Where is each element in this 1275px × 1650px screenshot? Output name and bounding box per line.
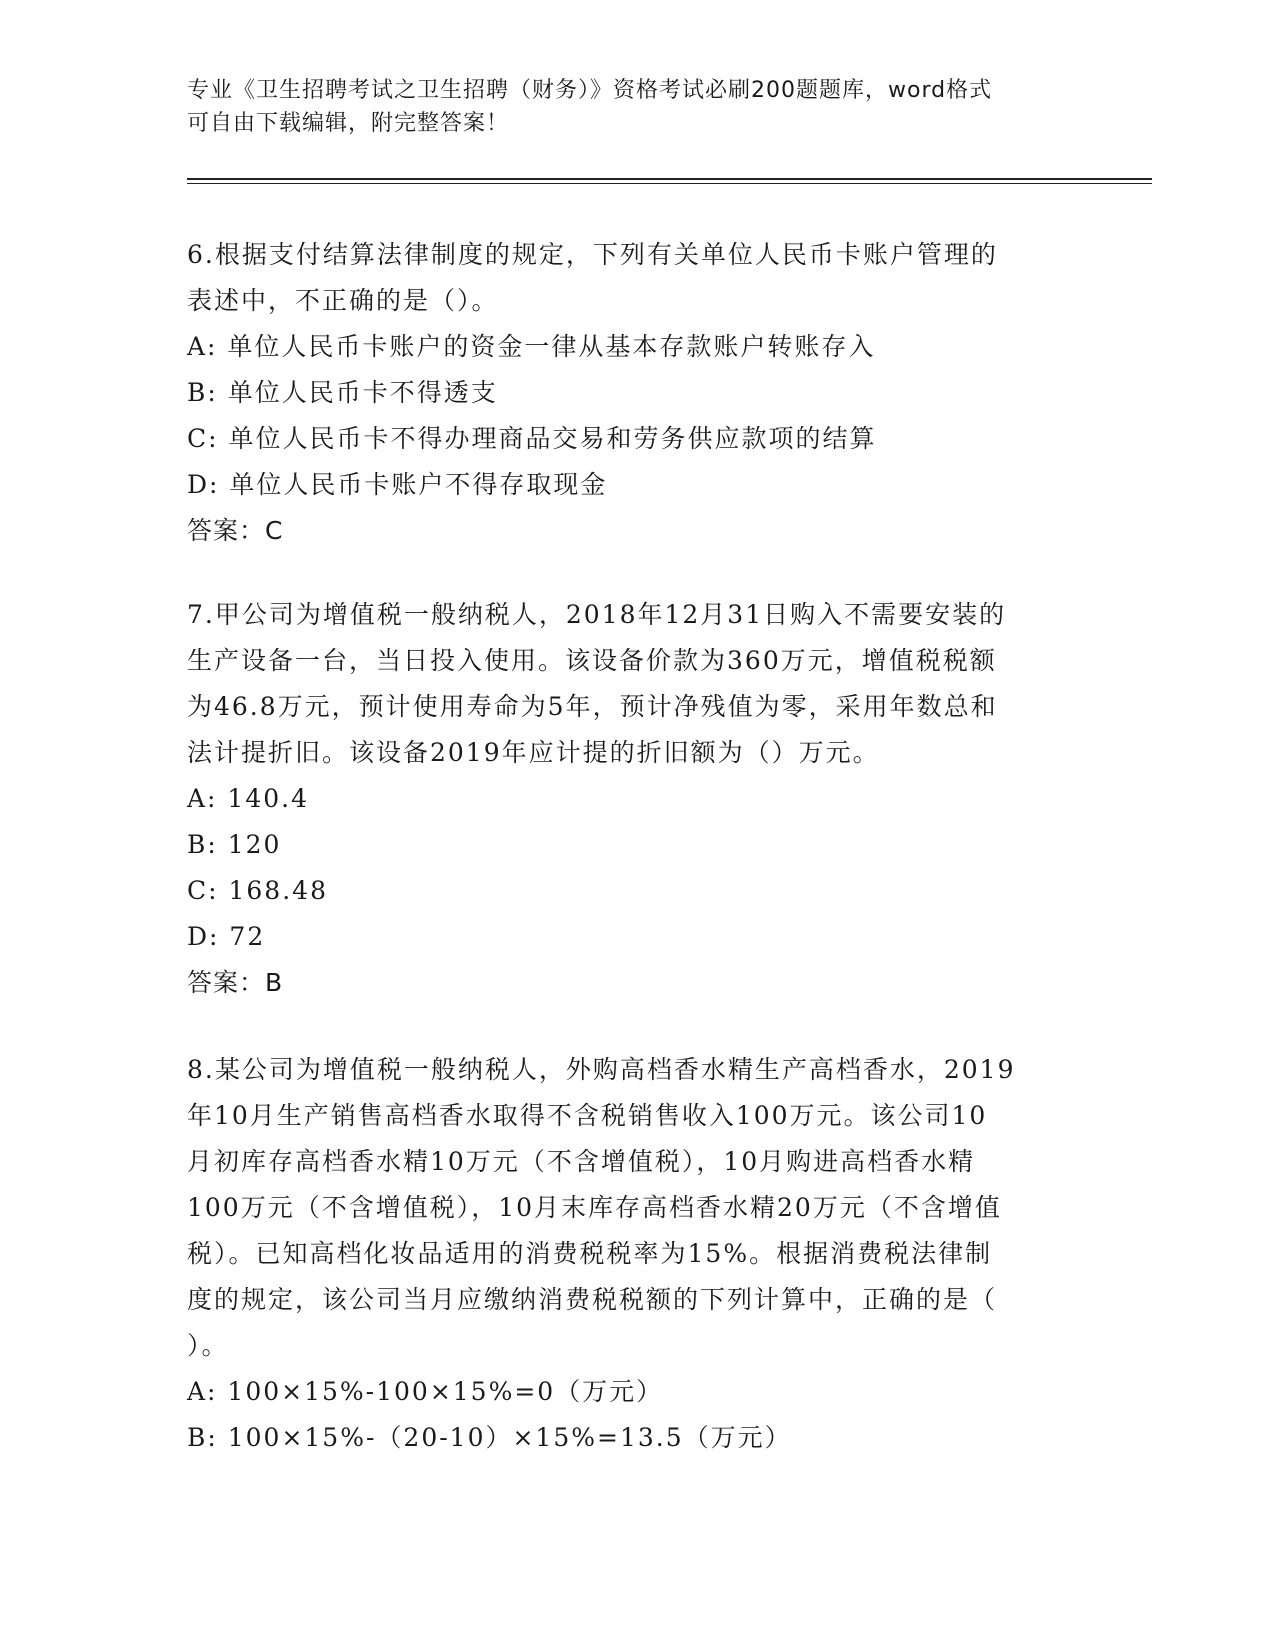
option-c: C: 168.48 bbox=[187, 876, 328, 905]
question-stem-line: 年10月生产销售高档香水取得不含税销售收入100万元。该公司10 bbox=[187, 1101, 988, 1130]
option-a: A: 单位人民币卡账户的资金一律从基本存款账户转账存入 bbox=[187, 332, 876, 361]
question-stem-line: 月初库存高档香水精10万元（不含增值税），10月购进高档香水精 bbox=[187, 1147, 976, 1176]
question-stem-line: 表述中，不正确的是（）。 bbox=[187, 286, 499, 315]
answer-label: 答案：B bbox=[187, 968, 284, 997]
option-b: B: 单位人民币卡不得透支 bbox=[187, 378, 498, 407]
question-stem-line: 法计提折旧。该设备2019年应计提的折旧额为（）万元。 bbox=[187, 738, 880, 767]
option-d: D: 单位人民币卡账户不得存取现金 bbox=[187, 470, 608, 499]
question-stem-line: 7.甲公司为增值税一般纳税人，2018年12月31日购入不需要安装的 bbox=[187, 600, 1007, 629]
header-divider-thin bbox=[187, 183, 1152, 184]
question-stem-line: 生产设备一台，当日投入使用。该设备价款为360万元，增值税税额 bbox=[187, 646, 997, 675]
question-stem-line: ）。 bbox=[187, 1331, 229, 1360]
question-7 bbox=[187, 592, 1072, 1006]
question-stem-line: 6.根据支付结算法律制度的规定，下列有关单位人民币卡账户管理的 bbox=[187, 240, 998, 269]
question-stem-line: 税）。已知高档化妆品适用的消费税税率为15%。根据消费税法律制 bbox=[187, 1239, 993, 1268]
option-a: A: 140.4 bbox=[187, 784, 309, 813]
document-header bbox=[187, 74, 1067, 140]
question-6 bbox=[187, 232, 1072, 554]
option-d: D: 72 bbox=[187, 922, 266, 951]
header-divider-thick bbox=[187, 178, 1152, 180]
question-stem-line: 8.某公司为增值税一般纳税人，外购高档香水精生产高档香水，2019 bbox=[187, 1055, 1016, 1084]
question-stem-line: 为46.8万元，预计使用寿命为5年，预计净残值为零，采用年数总和 bbox=[187, 692, 998, 721]
option-b: B: 100×15%-（20-10）×15%=13.5（万元） bbox=[187, 1423, 792, 1452]
option-b: B: 120 bbox=[187, 830, 282, 859]
question-stem-line: 度的规定，该公司当月应缴纳消费税税额的下列计算中，正确的是（ bbox=[187, 1285, 998, 1314]
header-line-2: 可自由下载编辑，附完整答案！ bbox=[187, 111, 510, 136]
question-8 bbox=[187, 1047, 1072, 1461]
option-c: C: 单位人民币卡不得办理商品交易和劳务供应款项的结算 bbox=[187, 424, 877, 453]
header-line-1: 专业《卫生招聘考试之卫生招聘（财务）》资格考试必刷200题题库，word格式 bbox=[187, 78, 993, 103]
answer-label: 答案：C bbox=[187, 516, 284, 545]
option-a: A: 100×15%-100×15%=0（万元） bbox=[187, 1377, 664, 1406]
question-stem-line: 100万元（不含增值税），10月末库存高档香水精20万元（不含增值 bbox=[187, 1193, 1002, 1222]
